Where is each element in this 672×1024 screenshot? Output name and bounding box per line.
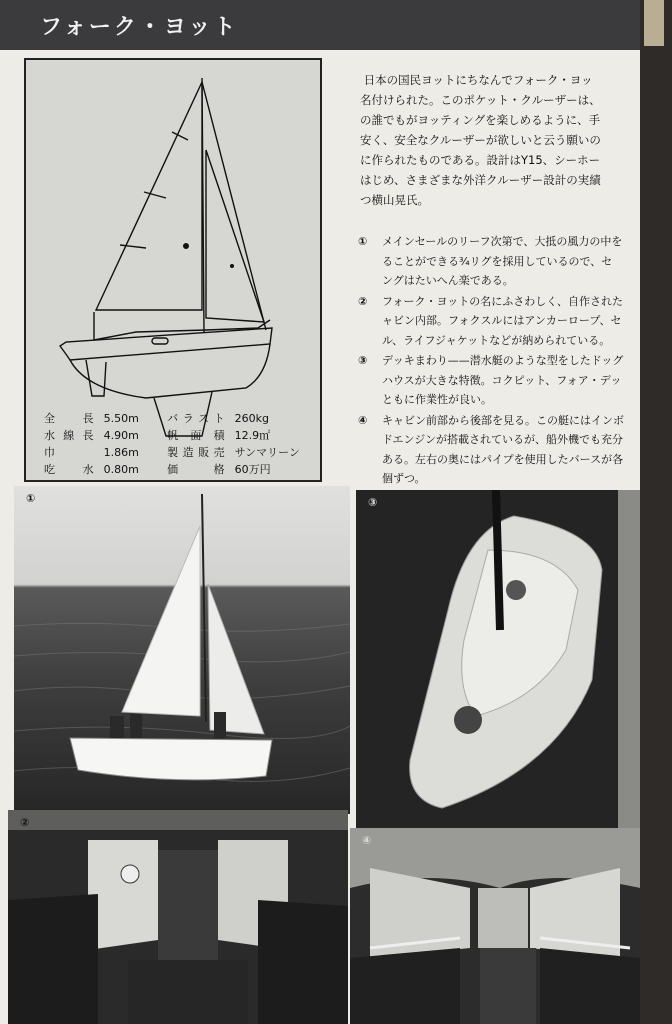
spec-label: 吃水 [44, 463, 94, 476]
background-strip [644, 0, 664, 46]
caption-text: キャビン前部から後部を見る。この艇にはインボ ドエンジンが搭載されているが、船外機でも充分 ある。左右の奥にはパイプを使用したバースが各 個ずつ。 [382, 413, 624, 485]
caption-number: ③ [358, 354, 368, 367]
spec-value: 1.86m [103, 446, 139, 459]
spec-label: 水線長 [44, 429, 94, 442]
spec-row [44, 461, 314, 478]
photo-number: ③ [368, 496, 378, 509]
spec-label: 価格 [167, 463, 225, 476]
photo-sailing-yacht [14, 486, 350, 814]
spec-value: サンマリーン [234, 446, 300, 459]
intro-paragraph: 日本の国民ヨットにちなんでフォーク・ヨッ 名付けられた。このポケット・クルーザーは、 の誰でもがヨッティングを楽しめるように、手 安く、安全なクルーザーが欲しいと云う願いの に作られたものである。設計はY15、シーホー はじめ、さまざまな外洋クルーザー設計の実績 つ横山晃氏。 [360, 73, 601, 207]
photo-number: ② [20, 816, 30, 829]
spec-row [44, 427, 314, 444]
caption-list [358, 232, 640, 490]
cabin-forward-image [8, 810, 348, 1024]
caption-item [358, 411, 640, 489]
spec-value: 0.80m [103, 463, 139, 476]
spec-value: 5.50m [103, 412, 139, 425]
spec-row [44, 410, 314, 427]
caption-text: デッキまわり——潜水艇のような型をしたドッグ ハウスが大きな特徴。コクピット、フォア・デッ ともに作業性が良い。 [382, 354, 624, 406]
caption-item [358, 351, 640, 410]
spec-label: 製造販売 [167, 446, 225, 459]
spec-row [44, 444, 314, 461]
caption-number: ④ [358, 413, 368, 427]
background-edge [640, 0, 672, 1024]
deck-view-image [356, 490, 640, 830]
photo-cabin-aft [350, 828, 640, 1024]
spec-value: 260kg [234, 412, 269, 425]
spec-value: 60万円 [234, 463, 271, 476]
page-title: フォーク・ヨット [40, 15, 239, 40]
photo-cabin-forward [8, 810, 348, 1024]
spec-label: バラスト [167, 412, 225, 425]
sailboat-drawing-panel [24, 58, 322, 482]
photo-number: ④ [362, 834, 372, 847]
sailing-yacht-image [14, 486, 350, 814]
caption-number: ① [358, 235, 368, 248]
caption-number: ② [358, 294, 368, 308]
header-bar [0, 0, 640, 50]
spec-value: 12.9㎡ [234, 429, 271, 442]
spec-label: 巾 [44, 446, 55, 459]
spec-label: 全長 [44, 412, 94, 425]
spec-table [44, 410, 314, 478]
spec-value: 4.90m [103, 429, 139, 442]
caption-text: メインセールのリーフ次第で、大抵の風力の中を ることができる¾リグを採用しているので、セ ングはたいへん楽である。 [382, 235, 623, 287]
spec-label: 帆面積 [167, 429, 225, 442]
caption-text: フォーク・ヨットの名にふさわしく、自作された ャビン内部。フォクスルにはアンカーロープ、セ ル、ライフジャケットなどが納められている。 [382, 294, 624, 347]
cabin-aft-image [350, 828, 640, 1024]
caption-item [358, 232, 640, 291]
photo-deck-view [356, 490, 640, 830]
photo-number: ① [26, 492, 36, 505]
caption-item [358, 292, 640, 351]
